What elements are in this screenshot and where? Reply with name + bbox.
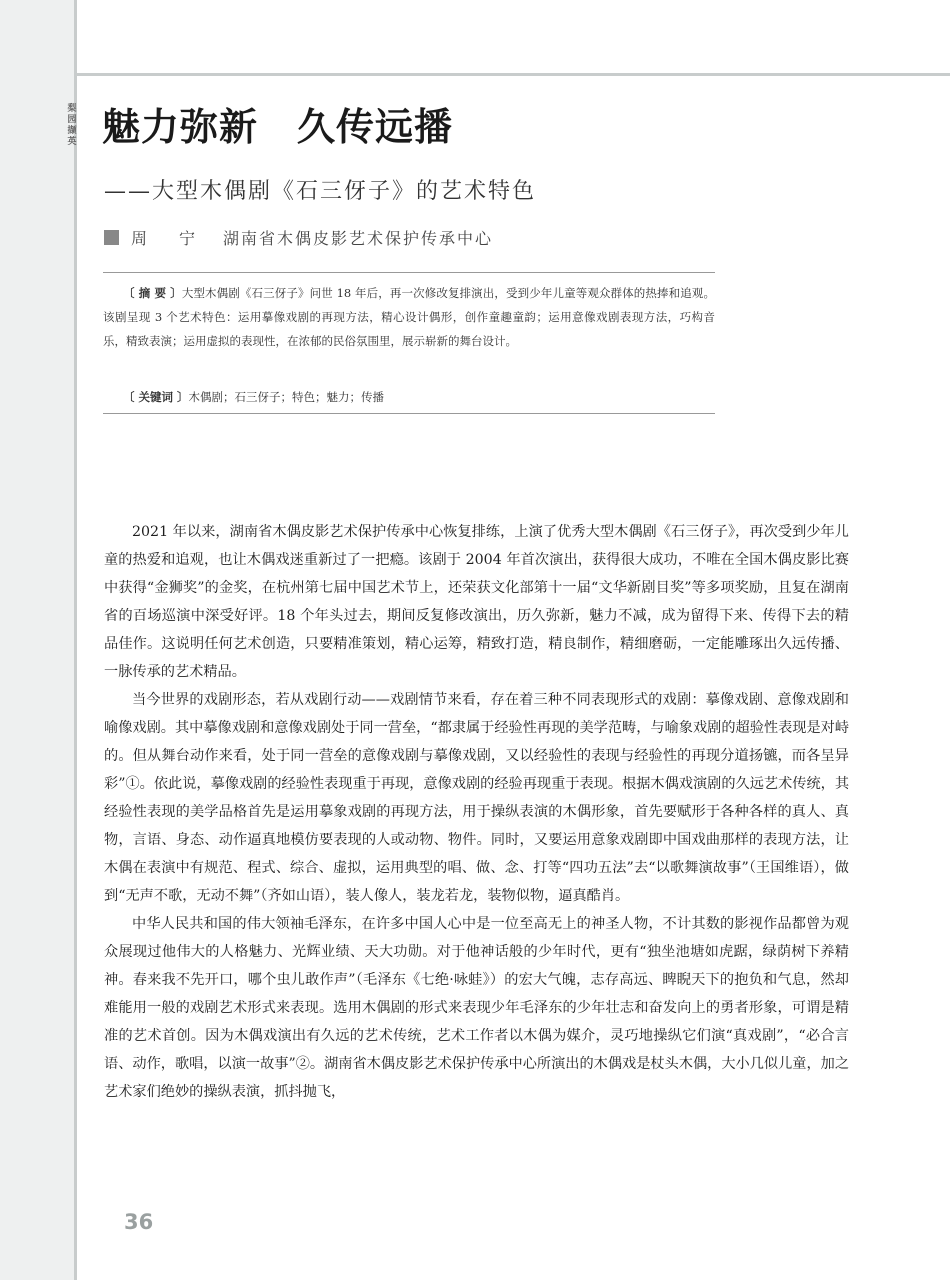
article-title: 魅力弥新 久传远播	[102, 104, 454, 149]
author-name: 周 宁	[131, 229, 204, 248]
abstract-label: 〔 摘 要 〕	[123, 286, 182, 300]
abstract-box	[103, 272, 715, 414]
author-line	[104, 226, 493, 249]
body-paragraph: 2021 年以来，湖南省木偶皮影艺术保护传承中心恢复排练，上演了优秀大型木偶剧《石三伢子》，再次受到少年儿童的热爱和追观，也让木偶戏迷重新过了一把瘾。该剧于 2004 年首次演出，获得很大成功，不唯在全国木偶皮影比赛中获得“金狮奖”的金奖，在杭州第七届中国艺术节上，还荣获文化部第十一届“文华新剧目奖”等多项奖励，且复在湖南省的百场巡演中深受好评。18 个年头过去，期间反复修改演出，历久弥新，魅力不减，成为留得下来、传得下去的精品佳作。这说明任何艺术创造，只要精准策划，精心运筹，精致打造，精良制作，精细磨砺，一定能雕琢出久远传播、一脉传承的艺术精品。	[104, 524, 849, 680]
margin-divider	[74, 0, 77, 1280]
keywords-label: 〔 关键词 〕	[123, 390, 189, 404]
keywords	[123, 385, 384, 409]
body-paragraph: 当今世界的戏剧形态，若从戏剧行动——戏剧情节来看，存在着三种不同表现形式的戏剧：摹像戏剧、意像戏剧和喻像戏剧。其中摹像戏剧和意像戏剧处于同一营垒，“都隶属于经验性再现的美学范畴，与喻象戏剧的超验性表现是对峙的。但从舞台动作来看，处于同一营垒的意像戏剧与摹像戏剧，又以经验性的表现与经验性的再现分道扬镳，而各呈异彩”①。依此说，摹像戏剧的经验性表现重于再现，意像戏剧的经验再现重于表现。根据木偶戏演剧的久远艺术传统，其经验性表现的美学品格首先是运用摹象戏剧的再现方法，用于操纵表演的木偶形象，首先要赋形于各种各样的真人、真物，言语、身态、动作逼真地模仿要表现的人或动物、物件。同时，又要运用意象戏剧即中国戏曲那样的表现方法，让木偶在表演中有规范、程式、综合、虚拟，运用典型的唱、做、念、打等“四功五法”去“以歌舞演故事”（王国维语），做到“无声不歌，无动不舞”（齐如山语），装人像人，装龙若龙，装物似物，逼真酷肖。	[104, 692, 850, 904]
margin-strip	[0, 0, 74, 1280]
author-affiliation: 湖南省木偶皮影艺术保护传承中心	[223, 229, 494, 248]
article-subtitle: ——大型木偶剧《石三伢子》的艺术特色	[104, 179, 537, 204]
header-rule	[77, 73, 950, 76]
abstract-text: 大型木偶剧《石三伢子》问世 18 年后，再一次修改复排演出，受到少年儿童等观众群体的热捧和追观。该剧呈现 3 个艺术特色：运用摹像戏剧的再现方法，精心设计偶形，创作童趣童韵；运用意像戏剧表现方法，巧构音乐，精致表演；运用虚拟的表现性，在浓郁的民俗氛围里，展示崭新的舞台设计。	[103, 286, 715, 348]
article-body	[104, 518, 849, 1106]
author-marker-icon	[104, 230, 119, 245]
section-label: 梨园撷英	[67, 104, 77, 147]
body-paragraph: 中华人民共和国的伟大领袖毛泽东，在许多中国人心中是一位至高无上的神圣人物，不计其数的影视作品都曾为观众展现过他伟大的人格魅力、光辉业绩、天大功勋。对于他神话般的少年时代，更有“独坐池塘如虎踞，绿荫树下养精神。春来我不先开口，哪个虫儿敢作声”（毛泽东《七绝·咏蛙》）的宏大气魄，志存高远、睥睨天下的抱负和气息，然却难能用一般的戏剧艺术形式来表现。选用木偶剧的形式来表现少年毛泽东的少年壮志和奋发向上的勇者形象，可谓是精准的艺术首创。因为木偶戏演出有久远的艺术传统，艺术工作者以木偶为媒介，灵巧地操纵它们演“真戏剧”，“必合言语、动作，歌唱，以演一故事”②。湖南省木偶皮影艺术保护传承中心所演出的木偶戏是杖头木偶，大小几似儿童，加之艺术家们绝妙的操纵表演，抓抖抛飞，	[104, 916, 850, 1100]
keywords-text: 木偶剧；石三伢子；特色；魅力；传播	[188, 390, 385, 404]
page-number: 36	[124, 1210, 154, 1234]
abstract	[103, 281, 715, 353]
